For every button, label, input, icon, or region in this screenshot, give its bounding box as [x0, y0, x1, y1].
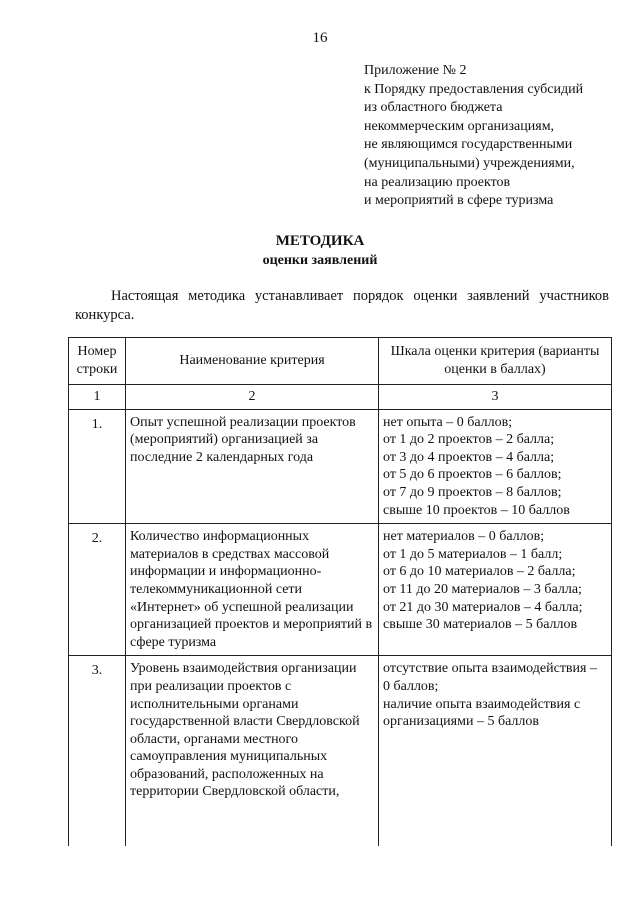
appendix-line: Приложение № 2: [364, 63, 467, 78]
table-row: [69, 656, 612, 847]
criterion-cell: Уровень взаимодействия организации при реализации проектов с исполнительными органами государственной власти Свердловской области, органами местного самоуправления муниципальных образований, расположенных на территории Свердловской области,: [126, 656, 379, 847]
scale-line: от 1 до 2 проектов – 2 балла;: [383, 432, 555, 448]
scale-cell: [379, 409, 612, 524]
column-number: 1: [69, 385, 126, 410]
appendix-line: из областного бюджета: [364, 100, 503, 116]
row-number: 3.: [69, 656, 126, 847]
appendix-line: (муниципальными) учреждениями,: [364, 155, 575, 171]
page-number: 16: [312, 30, 328, 46]
header-cell-number: Номер строки: [69, 338, 126, 385]
scale-line: нет опыта – 0 баллов;: [383, 414, 513, 430]
appendix-line: некоммерческим организациям,: [364, 118, 555, 134]
row-number: 1.: [69, 409, 126, 524]
header-cell-scale: Шкала оценки критерия (варианты оценки в баллах): [379, 338, 612, 385]
appendix-line: к Порядку предоставления субсидий: [364, 81, 584, 97]
column-number: 3: [379, 385, 612, 410]
appendix-line: и мероприятий в сфере туризма: [364, 193, 554, 209]
document-title: МЕТОДИКА: [275, 233, 365, 249]
scale-line: нет материалов – 0 баллов;: [383, 529, 545, 545]
scale-line: свыше 30 материалов – 5 баллов: [383, 617, 578, 633]
scale-line: от 21 до 30 материалов – 4 балла;: [383, 599, 583, 615]
row-number: 2.: [69, 524, 126, 656]
column-number: 2: [126, 385, 379, 410]
scale-line: отсутствие опыта взаимодействия – 0 баллов;: [383, 661, 597, 694]
document-subtitle: оценки заявлений: [262, 253, 378, 268]
scale-line: от 11 до 20 материалов – 3 балла;: [383, 581, 582, 597]
table-row: [69, 524, 612, 656]
appendix-header: [364, 62, 634, 211]
table-row: [69, 409, 612, 524]
scale-line: от 7 до 9 проектов – 8 баллов;: [383, 484, 562, 500]
header-cell-criterion: Наименование критерия: [126, 338, 379, 385]
scale-line: свыше 10 проектов – 10 баллов: [383, 502, 570, 518]
intro-paragraph: Настоящая методика устанавливает порядок оценки заявлений участников конкурса.: [75, 288, 609, 323]
criterion-cell: Опыт успешной реализации проектов (мероприятий) организацией за последние 2 календарных года: [126, 409, 379, 524]
scale-cell: [379, 656, 612, 847]
scale-cell: [379, 524, 612, 656]
scale-line: от 5 до 6 проектов – 6 баллов;: [383, 467, 562, 483]
appendix-line: на реализацию проектов: [364, 174, 511, 190]
scale-line: наличие опыта взаимодействия с организациями – 5 баллов: [383, 696, 581, 730]
table-header-row: [69, 338, 612, 385]
scale-line: от 6 до 10 материалов – 2 балла;: [383, 564, 576, 580]
criteria-table: [68, 337, 612, 846]
column-number-row: [69, 385, 612, 410]
appendix-line: не являющимся государственными: [364, 137, 573, 153]
scale-line: от 1 до 5 материалов – 1 балл;: [383, 546, 563, 562]
scale-line: от 3 до 4 проектов – 4 балла;: [383, 449, 555, 465]
criterion-cell: Количество информационных материалов в средствах массовой информации и информационно-телекоммуникационной сети «Интернет» об успешной реализации организацией проектов и мероприятий в сфере туризма: [126, 524, 379, 656]
